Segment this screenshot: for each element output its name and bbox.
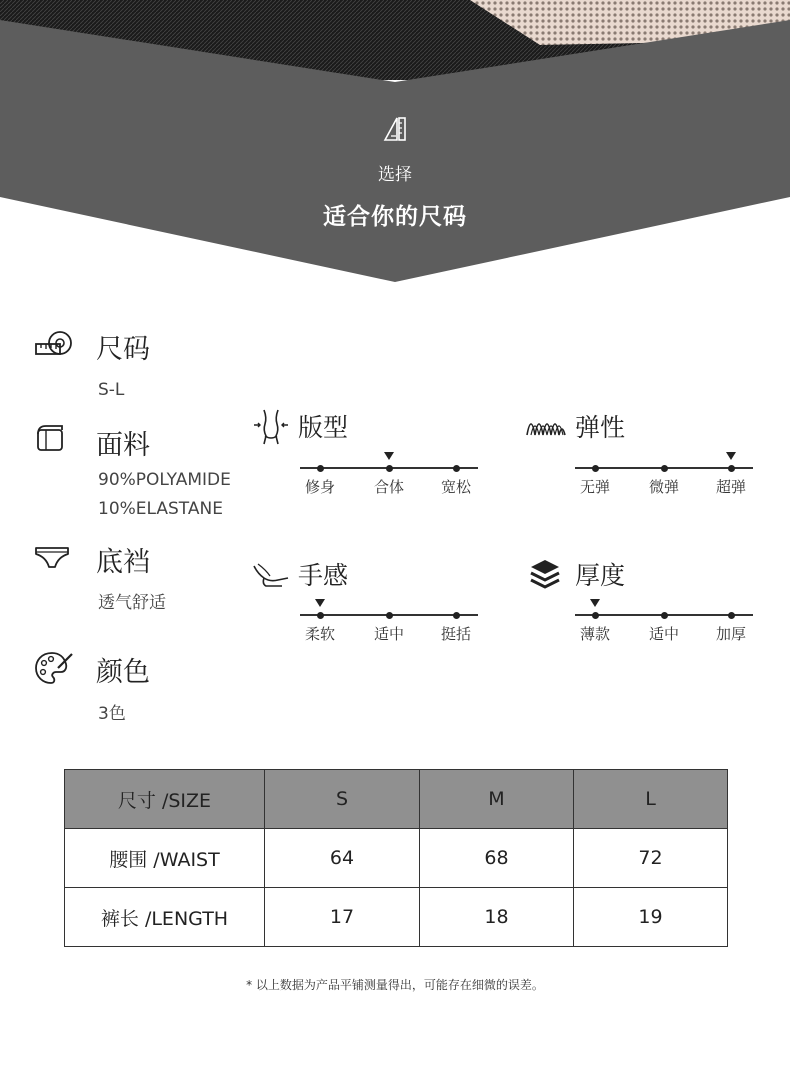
header-banner [0,0,790,290]
scale-option-label: 柔软 [304,625,335,643]
table-cell: 18 [420,888,574,947]
scale-selected-marker [590,599,600,607]
info-value-size: S-L [98,380,125,400]
scale-selected-marker [726,452,736,460]
info-title-color: 颜色 [96,657,150,688]
table-cell: 裤长 /LENGTH [65,888,265,947]
scale-dot [728,465,735,472]
measurement-note: * 以上数据为产品平铺测量得出，可能存在细微的误差。 [246,978,544,992]
attr-title-fit: 版型 [298,413,349,442]
table-cell: 72 [574,829,728,888]
table-header-cell: S [265,770,420,829]
attr-title-feel: 手感 [298,561,349,590]
scale-option-label: 挺括 [440,625,471,643]
info-value-fabric-1: 90%POLYAMIDE [98,470,231,490]
scale-dot [453,465,460,472]
size-table [64,769,728,947]
info-value-color: 3色 [98,704,126,724]
scale-dot [453,612,460,619]
table-header-cell: L [574,770,728,829]
scale-dot [661,465,668,472]
measuring-tape-icon [34,330,74,360]
info-title-fabric: 面料 [96,430,150,461]
table-cell: 64 [265,829,420,888]
scale-option-label: 微弹 [648,478,679,496]
body-fit-icon [252,408,290,446]
info-title-crotch: 底裆 [96,547,150,578]
info-value-crotch: 透气舒适 [98,593,166,613]
scale-option-label: 适中 [373,625,404,643]
table-row [65,888,728,947]
scale-selected-marker [384,452,394,460]
palette-icon [34,650,74,686]
table-header-cell: 尺寸 /SIZE [65,770,265,829]
scale-option-label: 合体 [373,478,404,496]
scale-dot [661,612,668,619]
scale-dot [592,465,599,472]
ruler-triangle-icon [383,116,407,142]
attr-title-thickness: 厚度 [575,561,626,590]
table-cell: 68 [420,829,574,888]
scale-dot [592,612,599,619]
scale-option-label: 修身 [304,478,335,496]
table-cell: 17 [265,888,420,947]
scale-dot [386,612,393,619]
table-row [65,829,728,888]
scale-dot [728,612,735,619]
scale-option-label: 薄款 [579,625,610,643]
table-header-row [65,770,728,829]
scale-option-label: 无弹 [579,478,610,496]
scale-option-label: 超弹 [715,478,746,496]
header-title: 适合你的尺码 [323,204,467,230]
header-subtitle: 选择 [378,165,412,185]
table-header-cell: M [420,770,574,829]
hand-feel-icon [252,560,290,590]
layers-icon [529,558,561,590]
scale-dot [317,612,324,619]
info-value-fabric-2: 10%ELASTANE [98,499,223,519]
info-title-size: 尺码 [96,334,150,365]
scale-option-label: 加厚 [715,625,746,643]
elasticity-wave-icon [526,411,566,439]
scale-option-label: 宽松 [440,478,471,496]
table-cell: 19 [574,888,728,947]
scale-dot [386,465,393,472]
underwear-icon [34,545,70,569]
table-cell: 腰围 /WAIST [65,829,265,888]
scale-dot [317,465,324,472]
scale-option-label: 适中 [648,625,679,643]
attr-title-elasticity: 弹性 [575,413,626,442]
fabric-icon [36,424,66,454]
scale-selected-marker [315,599,325,607]
